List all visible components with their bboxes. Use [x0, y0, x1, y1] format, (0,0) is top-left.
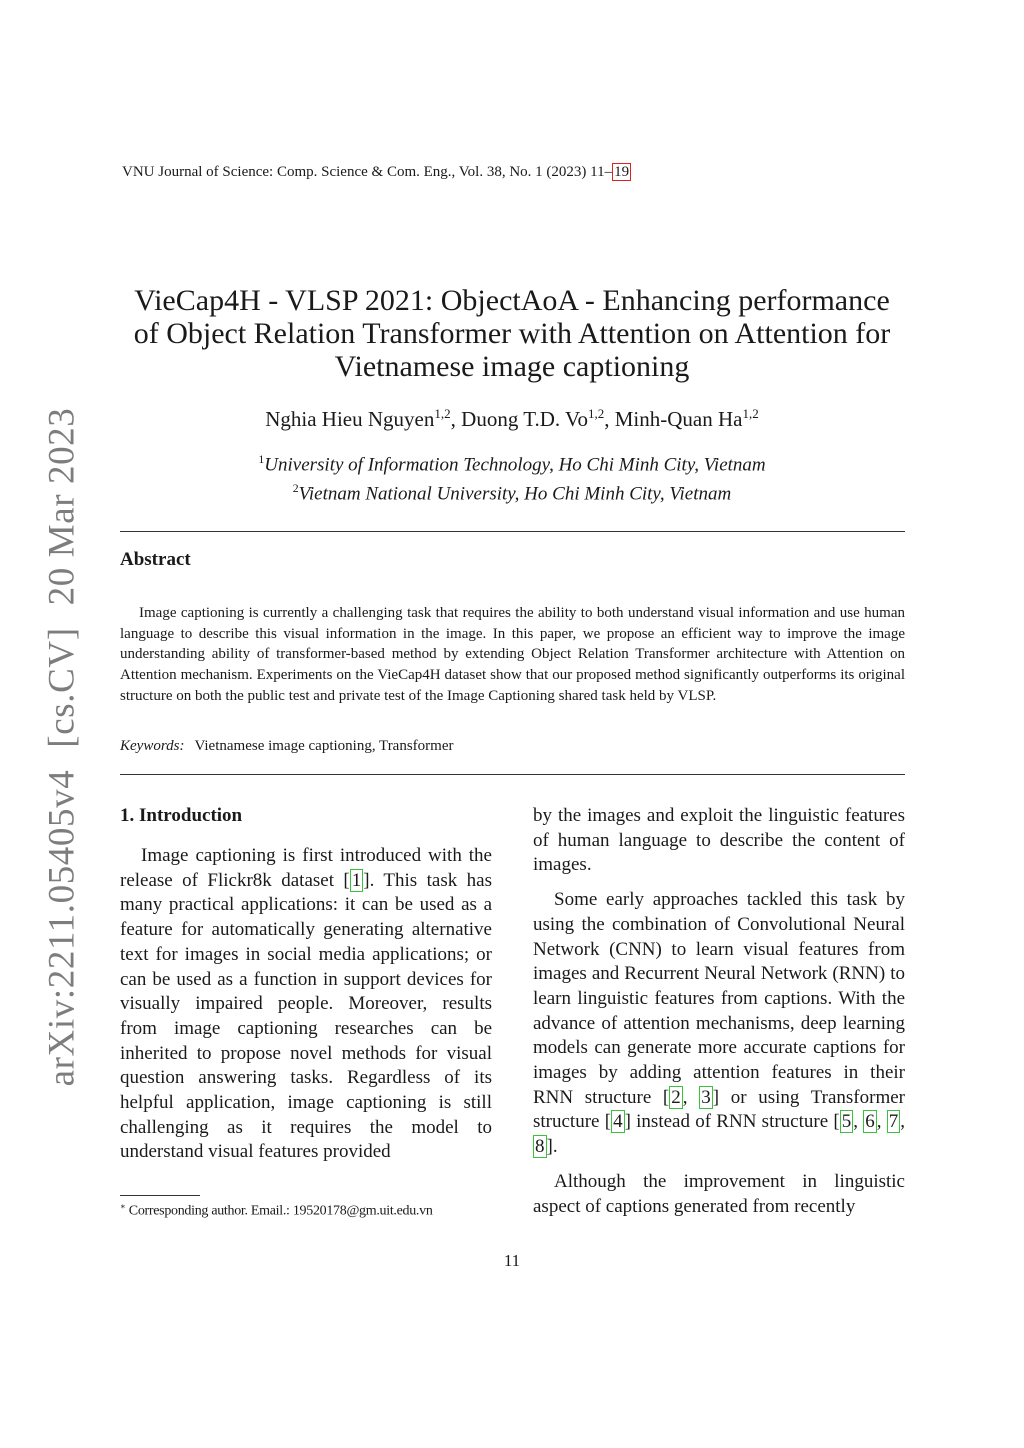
top-divider [120, 531, 905, 532]
affiliation-text: University of Information Technology, Ho Chi Minh City, Vietnam [264, 454, 766, 476]
paper-title [100, 284, 924, 383]
footnote [120, 1201, 433, 1220]
abstract-text: Image captioning is currently a challenging task that requires the ability to both understand visual information and use human language to describe this visual information in the image. In this paper, we propose an efficient way to improve the image understanding ability of transformer-based method by extending Object Relation Transformer architecture with Attention on Attention mechanism. Experiments on the VieCap4H dataset show that our proposed method significantly outperforms its original structure on both the public test and private test of the Image Captioning shared task held by VLSP. [120, 605, 905, 704]
journal-header [122, 164, 631, 181]
author-affiliation-mark: 1,2 [587, 406, 605, 421]
end-page-link[interactable]: 19 [614, 164, 630, 180]
paragraph-text: ]. [546, 1136, 558, 1158]
paragraph-text: Image captioning is first introduced with the release of Flickr8k dataset [ [120, 845, 492, 891]
author-affiliation-mark: 1,2 [434, 406, 451, 421]
affiliation-text: Vietnam National University, Ho Chi Minh City, Vietnam [298, 483, 732, 505]
affiliation-number: 1 [258, 453, 265, 466]
abstract-heading: Abstract [120, 549, 191, 570]
page-number: 11 [503, 1251, 521, 1270]
paragraph-text: Some early approaches tackled this task by using the combination of Convolutional Neural Network (CNN) to learn visual features from images and Recurrent Neural Network (RNN) to learn linguistic features from captions. With the advance of attention mechanisms, deep learning models can generate more accurate captions for images by adding attention features in their RNN structure [ [533, 889, 905, 1108]
section-heading: 1. Introduction [120, 805, 243, 826]
citation-link[interactable]: 3 [701, 1086, 711, 1108]
author-affiliation-mark: 1,2 [742, 406, 759, 421]
affiliation-2 [100, 477, 924, 506]
affiliation-1 [100, 448, 924, 477]
citation-link[interactable]: 7 [888, 1111, 899, 1133]
citation-separator: , [876, 1111, 887, 1133]
author-separator: , [450, 407, 462, 431]
intro-paragraph-3: Although the improvement in linguistic aspect of captions generated from recently [533, 1170, 905, 1217]
citation-link[interactable]: 8 [535, 1136, 545, 1158]
citation-link[interactable]: 2 [671, 1086, 681, 1108]
author-name: Nghia Hieu Nguyen [265, 407, 435, 431]
title-line-1: VieCap4H - VLSP 2021: ObjectAoA - Enhancing performance [134, 284, 890, 317]
footnote-divider [120, 1195, 200, 1196]
affiliation-number: 2 [292, 482, 299, 496]
paragraph-text: ]. This task has many practical applications: it can be used as a feature for automatically generating alternative text for images in social media applications; or can be used as a function in support devices for visually impaired people. Moreover, results from image captioning researches can be inherited to propose novel methods for visual question answering tasks. Regardless of its helpful application, image captioning is still challenging as it requires the model to understand visual features provided [120, 869, 492, 1163]
bottom-divider [120, 774, 905, 775]
citation-separator: , [900, 1111, 906, 1133]
intro-paragraph-1 [120, 844, 492, 1165]
keywords [120, 738, 454, 755]
arxiv-stamp [41, 408, 84, 1087]
citation-link[interactable]: 1 [351, 869, 362, 891]
paragraph-text: ] or using Transformer structure [ [533, 1086, 905, 1133]
left-column [120, 844, 492, 1165]
keywords-label: Keywords: [120, 738, 185, 754]
journal-citation: VNU Journal of Science: Comp. Science & Com. Eng., Vol. 38, No. 1 (2023) 11– [122, 164, 613, 180]
abstract-body [120, 603, 905, 707]
intro-paragraph-2 [533, 888, 905, 1160]
paragraph-text: ] instead of RNN structure [ [624, 1111, 840, 1133]
footnote-text: Corresponding author. Email.: 19520178@gm.uit.edu.vn [125, 1203, 433, 1219]
author-list [100, 406, 924, 432]
footnote-mark: ∗ [120, 1201, 126, 1211]
keywords-value: Vietnamese image captioning, Transformer [194, 738, 454, 754]
intro-paragraph-continued: by the images and exploit the linguistic features of human language to describe the content of images. [533, 805, 905, 876]
author-name: Minh-Quan Ha [614, 407, 743, 431]
citation-link[interactable]: 6 [865, 1111, 875, 1133]
author-name: Duong T.D. Vo [461, 407, 588, 431]
title-line-3: Vietnamese image captioning [334, 350, 690, 383]
right-column [533, 804, 905, 1219]
arxiv-date: 20 Mar 2023 [41, 407, 83, 606]
affiliations [100, 448, 924, 507]
author-separator: , [604, 407, 615, 431]
arxiv-category: [cs.CV] [41, 627, 83, 748]
arxiv-id: arXiv:2211.05405v4 [41, 769, 83, 1087]
citation-link[interactable]: 5 [841, 1111, 852, 1133]
citation-separator: , [853, 1111, 864, 1133]
citation-separator: , [682, 1086, 700, 1108]
title-line-2: of Object Relation Transformer with Attention on Attention for [133, 317, 891, 350]
citation-link[interactable]: 4 [613, 1111, 623, 1133]
